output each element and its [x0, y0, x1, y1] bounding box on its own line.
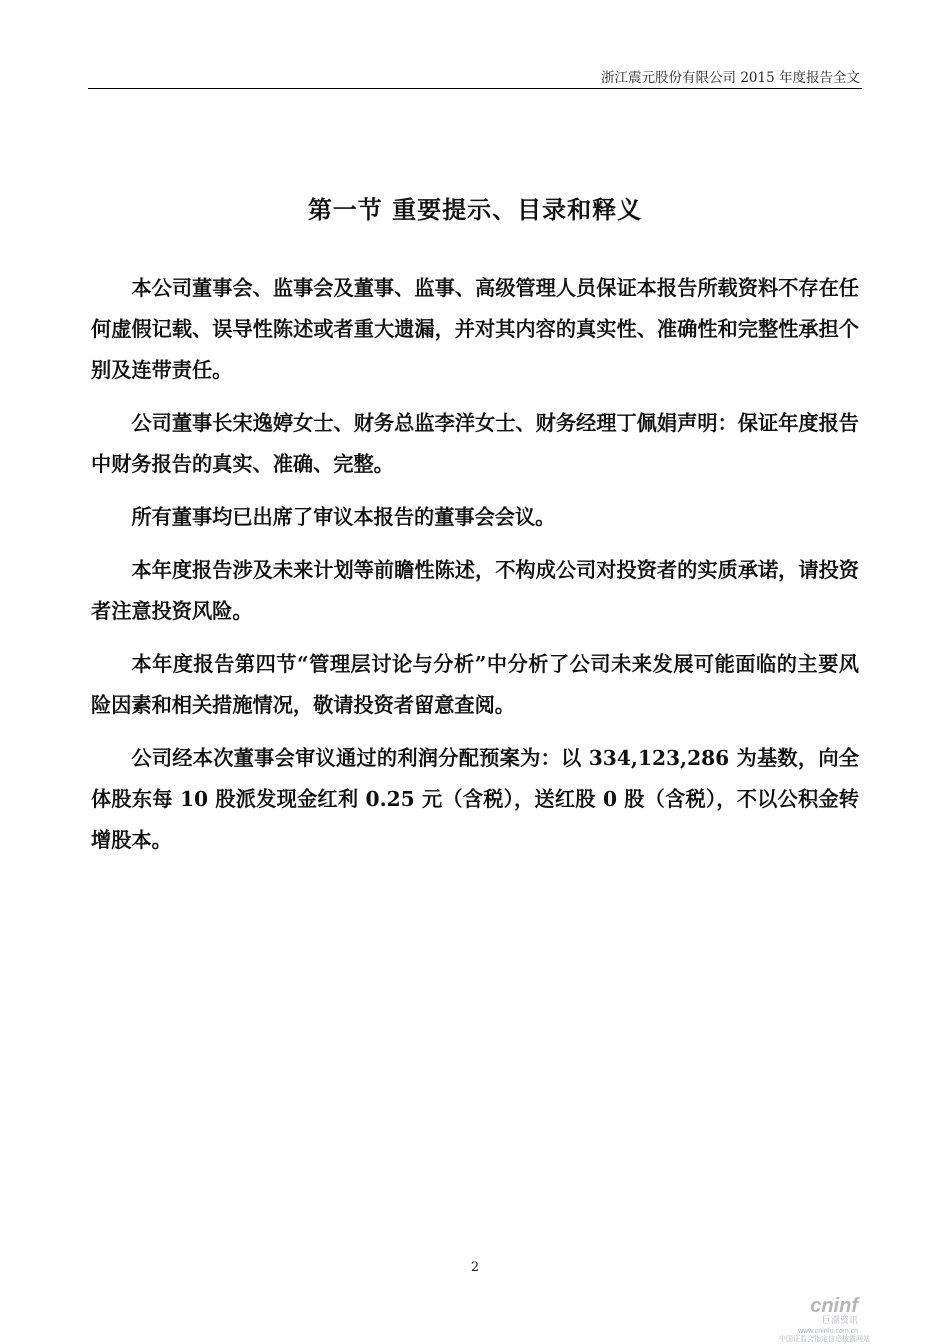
paragraph-risk-factors: 本年度报告第四节“管理层讨论与分析”中分析了公司未来发展可能面临的主要风险因素和相关措施情况，敬请投资者留意查阅。: [91, 652, 859, 717]
paragraph-responsibility: 本公司董事会、监事会及董事、监事、高级管理人员保证本报告所载资料不存在任何虚假记载、误导性陈述或者重大遗漏，并对其内容的真实性、准确性和完整性承担个别及连带责任。: [91, 276, 859, 382]
cninfo-url: www.cninfo.com.cn: [798, 1328, 858, 1335]
paragraph-officer-statement: 公司董事长宋逸婷女士、财务总监李洋女士、财务经理丁佩娟声明：保证年度报告中财务报告的真实、准确、完整。: [91, 411, 859, 476]
cninfo-watermark: [788, 1296, 858, 1336]
body-text: [91, 268, 859, 873]
paragraph-attendance: 所有董事均已出席了审议本报告的董事会会议。: [131, 505, 556, 529]
cninfo-chinese-name: 巨潮资讯: [821, 1316, 858, 1326]
paragraph-forward-looking: 本年度报告涉及未来计划等前瞻性陈述，不构成公司对投资者的实质承诺，请投资者注意投资风险。: [91, 558, 859, 623]
paragraph-profit-distribution: 公司经本次董事会审议通过的利润分配预案为：以 334,123,286 为基数，向全体股东每 10 股派发现金红利 0.25 元（含税），送红股 0 股（含税），不以公积金转增股本。: [91, 746, 859, 852]
cninfo-tagline: 中国证监会指定信息披露网站: [779, 1335, 870, 1343]
section-title: 第一节 重要提示、目录和释义: [307, 195, 643, 224]
cninfo-logo: cninf: [810, 1295, 858, 1317]
report-header: 浙江震元股份有限公司 2015 年度报告全文: [601, 70, 860, 86]
page-number: 2: [470, 1260, 480, 1275]
header-divider: [88, 88, 862, 89]
